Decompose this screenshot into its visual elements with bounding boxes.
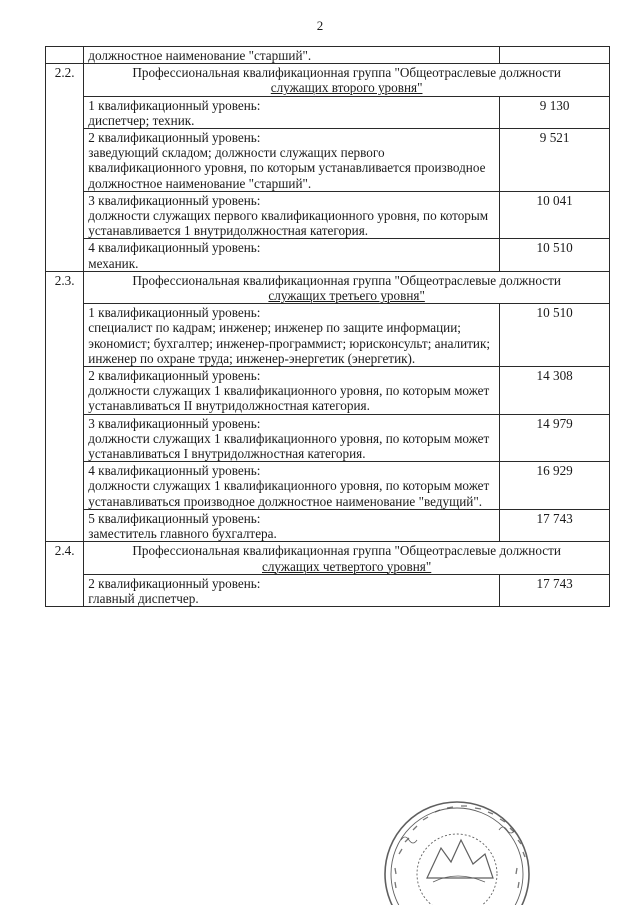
level-positions: главный диспетчер.	[88, 590, 199, 606]
level-row	[46, 509, 610, 541]
group-title-cell	[84, 64, 610, 96]
level-salary: 14 308	[500, 367, 610, 415]
seal-stamp-icon	[385, 802, 529, 905]
carryover-salary-cell	[500, 47, 610, 64]
level-description-cell	[84, 509, 500, 541]
level-description-cell	[84, 574, 500, 606]
level-label: 4 квалификационный уровень:	[88, 240, 261, 256]
level-positions: диспетчер; техник.	[88, 112, 195, 128]
level-description-cell	[84, 304, 500, 367]
level-row	[46, 462, 610, 510]
level-row	[46, 367, 610, 415]
level-description-cell	[84, 367, 500, 415]
group-number: 2.3.	[46, 271, 84, 541]
level-positions: механик.	[88, 255, 139, 271]
level-label: 2 квалификационный уровень:	[88, 575, 261, 591]
level-row	[46, 96, 610, 128]
level-row	[46, 574, 610, 606]
level-salary: 14 979	[500, 414, 610, 462]
level-description-cell	[84, 414, 500, 462]
level-label: 1 квалификационный уровень:	[88, 97, 261, 113]
level-row	[46, 129, 610, 192]
level-positions: заместитель главного бухгалтера.	[88, 526, 277, 542]
level-label: 2 квалификационный уровень:	[88, 368, 261, 384]
level-description-cell	[84, 239, 500, 271]
level-salary: 10 510	[500, 304, 610, 367]
group-title-line1: Профессиональная квалификационная группа "Общеотраслевые должности	[132, 65, 561, 81]
group-title-line2: служащих второго уровня"	[270, 80, 423, 96]
group-title-cell	[84, 542, 610, 574]
group-number: 2.4.	[46, 542, 84, 607]
level-label: 5 квалификационный уровень:	[88, 510, 261, 526]
group-row	[46, 542, 610, 574]
level-description-cell	[84, 462, 500, 510]
level-description-cell	[84, 129, 500, 192]
official-seal	[381, 770, 533, 905]
group-row	[46, 271, 610, 303]
level-description-cell	[84, 191, 500, 239]
level-label: 2 квалификационный уровень:	[88, 130, 261, 146]
level-salary: 9 130	[500, 96, 610, 128]
level-positions: должности служащих первого квалификационного уровня, по которым устанавливается 1 внутридолжностная категория.	[88, 208, 489, 239]
group-number: 2.2.	[46, 64, 84, 272]
group-title-line1: Профессиональная квалификационная группа "Общеотраслевые должности	[132, 543, 561, 559]
level-label: 1 квалификационный уровень:	[88, 305, 261, 321]
level-salary: 9 521	[500, 129, 610, 192]
level-positions: специалист по кадрам; инженер; инженер по защите информации; экономист; бухгалтер; инженер-программист; юрисконсульт; аналитик; инженер по охране труда; инженер-энергетик (энергетик).	[88, 320, 491, 366]
salary-table-body	[46, 47, 610, 607]
group-title-cell	[84, 271, 610, 303]
group-title-line2: служащих третьего уровня"	[268, 288, 425, 304]
level-salary: 10 041	[500, 191, 610, 239]
salary-table	[45, 46, 610, 607]
level-label: 4 квалификационный уровень:	[88, 463, 261, 479]
carryover-description: должностное наименование "старший".	[88, 48, 312, 63]
level-row	[46, 239, 610, 271]
group-title-line1: Профессиональная квалификационная группа "Общеотраслевые должности	[132, 272, 561, 288]
group-row	[46, 64, 610, 96]
carryover-number-cell	[46, 47, 84, 64]
level-label: 3 квалификационный уровень:	[88, 192, 261, 208]
carryover-description-cell	[84, 47, 500, 64]
level-salary: 10 510	[500, 239, 610, 271]
page-number: 2	[316, 18, 324, 33]
level-row	[46, 191, 610, 239]
level-salary: 16 929	[500, 462, 610, 510]
level-positions: должности служащих 1 квалификационного уровня, по которым может устанавливаться I внутридолжностная категория.	[88, 430, 490, 462]
group-title-line2: служащих четвертого уровня"	[262, 558, 432, 574]
level-row	[46, 414, 610, 462]
level-label: 3 квалификационный уровень:	[88, 415, 261, 431]
level-positions: должности служащих 1 квалификационного уровня, по которым может устанавливаться II внутридолжностная категория.	[88, 383, 490, 414]
level-positions: заведующий складом; должности служащих первого квалификационного уровня, по которым устанавливается производное должностное наименование "старший".	[88, 145, 486, 191]
carryover-row	[46, 47, 610, 64]
level-positions: должности служащих 1 квалификационного уровня, по которым может устанавливаться производное должностное наименование "ведущий".	[88, 478, 490, 509]
level-description-cell	[84, 96, 500, 128]
level-salary: 17 743	[500, 574, 610, 606]
level-row	[46, 304, 610, 367]
level-salary: 17 743	[500, 509, 610, 541]
